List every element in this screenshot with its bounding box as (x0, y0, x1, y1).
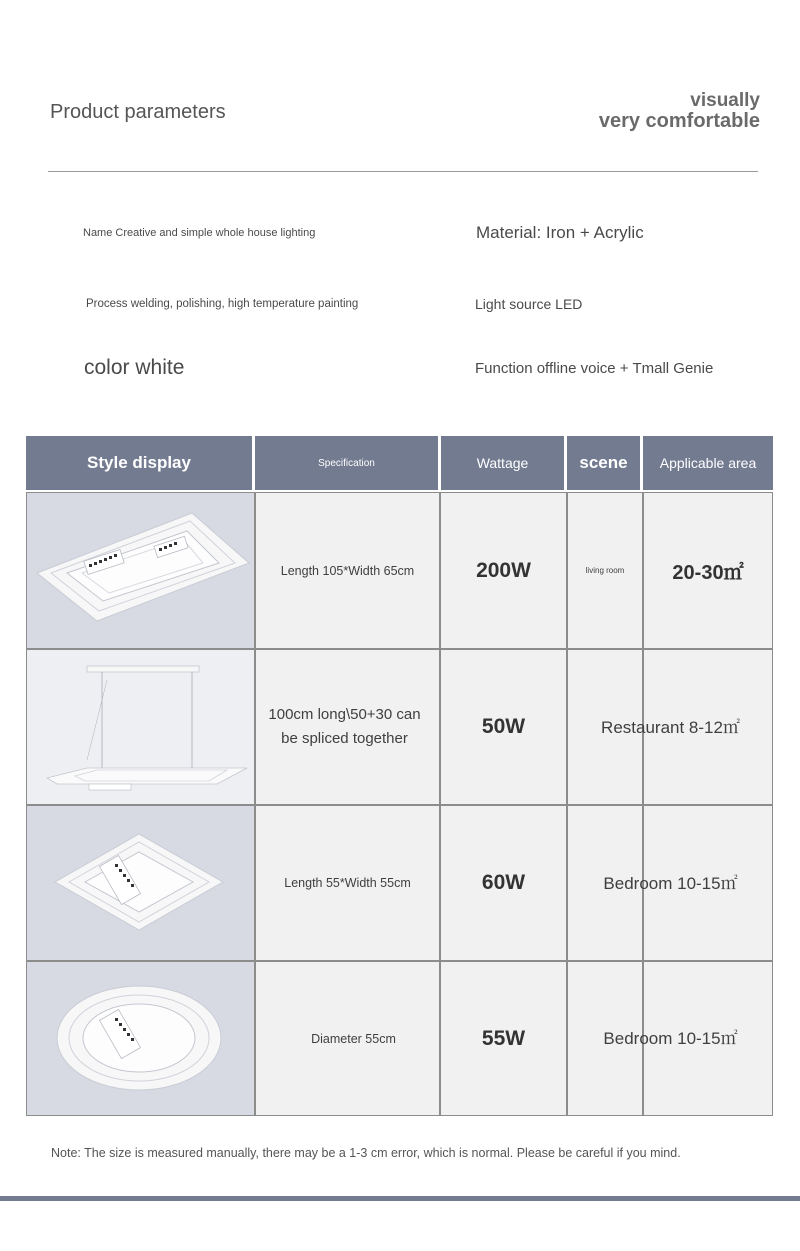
header-style-display: Style display (26, 436, 252, 490)
row4-scene-area: Bedroom 10-15㎡ (603, 1029, 738, 1048)
tagline-line-2: very comfortable (598, 110, 760, 132)
product-image-round-lamp (27, 962, 254, 1115)
param-name: Name Creative and simple whole house lighting (83, 227, 316, 239)
row1-scene: living room (585, 566, 625, 575)
product-image-pendant-lamp (27, 650, 254, 804)
footer-bar (0, 1196, 800, 1201)
row1-wattage: 200W (476, 558, 531, 582)
row3-scene-area: Bedroom 10-15㎡ (603, 873, 738, 893)
row2-scene-area: Restaurant 8-12㎡ (601, 717, 740, 737)
page-title: Product parameters (50, 101, 226, 123)
param-color: color white (84, 356, 185, 379)
disclaimer-note: Note: The size is measured manually, there may be a 1-3 cm error, which is normal. Please be careful if you mind. (51, 1146, 681, 1160)
product-image-square-lamp (27, 806, 254, 960)
param-process: Process welding, polishing, high temperature painting (86, 298, 359, 310)
param-light-source: Light source LED (475, 296, 583, 312)
row4-wattage: 55W (481, 1026, 526, 1050)
header-scene: scene (567, 436, 640, 490)
row3-specification: Length 55*Width 55cm (284, 876, 411, 890)
row2-specification: 100cm long\50+30 can be spliced together (268, 706, 421, 747)
product-table (26, 436, 773, 1116)
param-material: Material: Iron + Acrylic (476, 223, 644, 242)
tagline-line-1: visually (690, 90, 760, 111)
row1-specification: Length 105*Width 65cm (280, 563, 415, 578)
header-divider (48, 171, 758, 172)
header-wattage: Wattage (441, 436, 564, 490)
product-image-rectangular-lamp (27, 493, 254, 648)
param-function: Function offline voice + Tmall Genie (475, 360, 714, 377)
header-specification: Specification (255, 436, 438, 490)
header-applicable-area: Applicable area (643, 436, 773, 490)
tagline (599, 90, 760, 132)
row3-wattage: 60W (481, 871, 526, 894)
row1-applicable-area: 20-30㎡ (672, 562, 744, 584)
row4-specification: Diameter 55cm (311, 1031, 396, 1046)
row2-wattage: 50W (481, 715, 526, 738)
